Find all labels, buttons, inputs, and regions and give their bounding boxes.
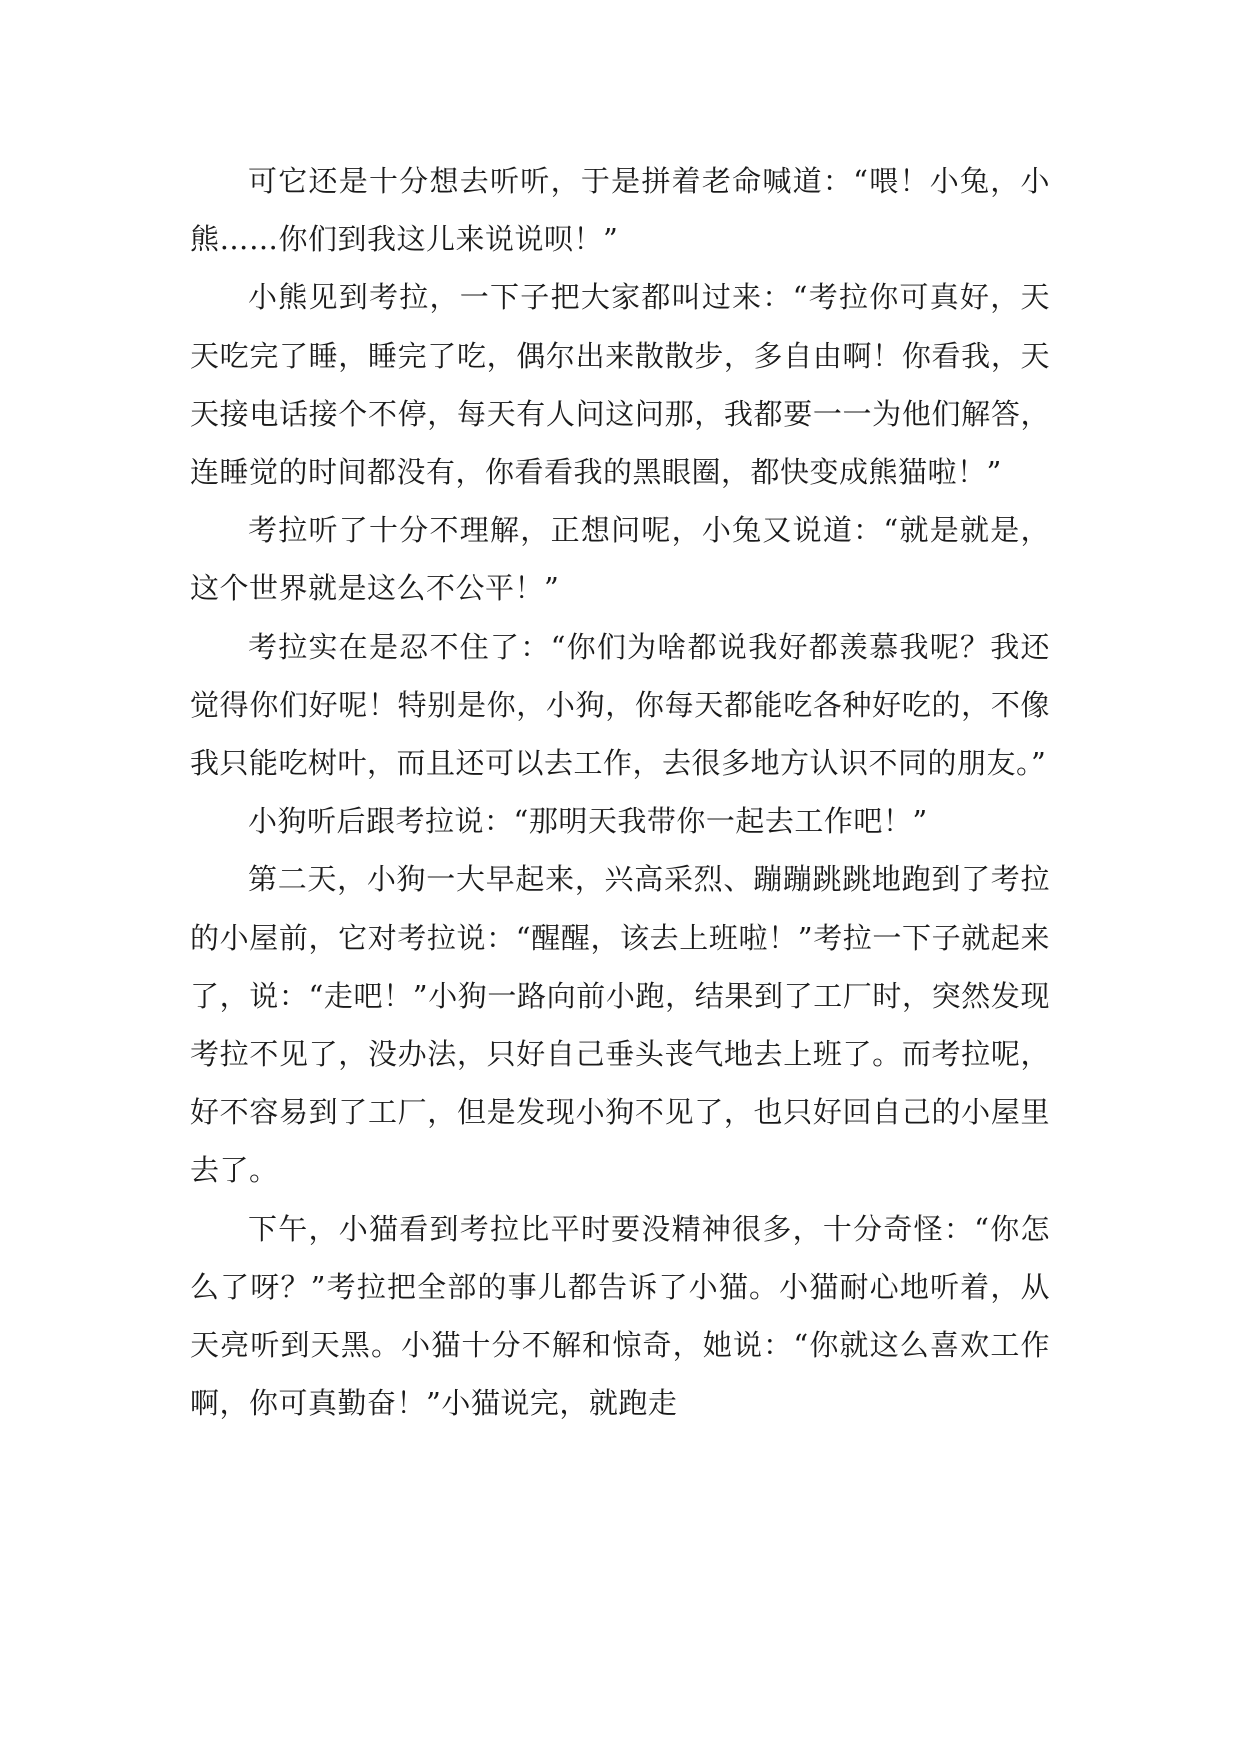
paragraph: 考拉实在是忍不住了：“你们为啥都说我好都羡慕我呢？我还觉得你们好呢！特别是你，小狗，你每天都能吃各种好吃的，不像我只能吃树叶，而且还可以去工作，去很多地方认识不同的朋友。”	[190, 629, 1050, 781]
paragraph: 小熊见到考拉，一下子把大家都叫过来：“考拉你可真好，天天吃完了睡，睡完了吃，偶尔出来散散步，多自由啊！你看我，天天接电话接个不停，每天有人问这问那，我都要一一为他们解答，连睡觉的时间都没有，你看看我的黑眼圈，都快变成熊猫啦！”	[190, 280, 1050, 490]
document-page	[190, 152, 1050, 1432]
paragraph: 下午，小猫看到考拉比平时要没精神很多，十分奇怪：“你怎么了呀？”考拉把全部的事儿都告诉了小猫。小猫耐心地听着，从天亮听到天黑。小猫十分不解和惊奇，她说：“你就这么喜欢工作啊，你可真勤奋！”小猫说完，就跑走	[190, 1211, 1050, 1421]
paragraph: 第二天，小狗一大早起来，兴高采烈、蹦蹦跳跳地跑到了考拉的小屋前，它对考拉说：“醒醒，该去上班啦！”考拉一下子就起来了，说：“走吧！”小狗一路向前小跑，结果到了工厂时，突然发现考拉不见了，没办法，只好自己垂头丧气地去上班了。而考拉呢，好不容易到了工厂，但是发现小狗不见了，也只好回自己的小屋里去了。	[190, 862, 1050, 1188]
paragraph: 小狗听后跟考拉说：“那明天我带你一起去工作吧！”	[248, 804, 928, 839]
paragraph: 考拉听了十分不理解，正想问呢，小兔又说道：“就是就是，这个世界就是这么不公平！”	[190, 513, 1050, 606]
paragraph: 可它还是十分想去听听，于是拼着老命喊道：“喂！小兔，小熊……你们到我这儿来说说呗！”	[190, 164, 1050, 257]
